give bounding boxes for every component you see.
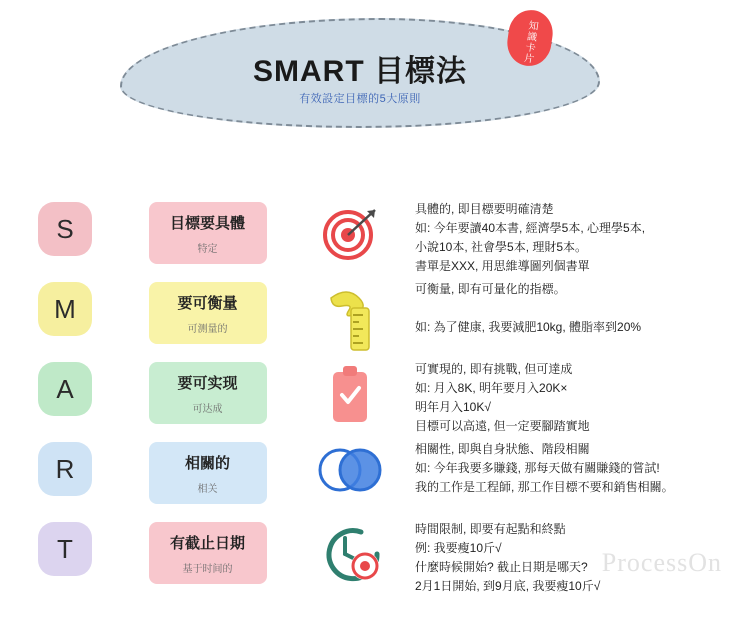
icon-cell: [285, 440, 415, 503]
page-title: SMART 目標法: [253, 55, 467, 88]
label-box-r: [149, 442, 267, 504]
label-box-t: [149, 522, 267, 584]
description-cell: [415, 440, 740, 497]
watermark: ProcessOn: [601, 548, 722, 577]
label-main: 目標要具體: [169, 214, 245, 232]
clock-target-icon: [315, 522, 385, 593]
letter-badge-a: A: [38, 362, 92, 416]
venn-circles-icon: [312, 442, 388, 503]
description-cell: [415, 200, 740, 276]
label-main: 相關的: [184, 454, 230, 472]
description-line: 可實現的, 即有挑戰, 但可達成: [415, 362, 573, 376]
icon-cell: [285, 280, 415, 357]
icon-cell: [285, 360, 415, 433]
letter-badge-m: M: [38, 282, 92, 336]
icon-cell: [285, 200, 415, 269]
description-line: 小說10本, 社會學5本, 理財5本。: [415, 240, 588, 254]
description-cell: [415, 360, 740, 436]
letter-badge-t: T: [38, 522, 92, 576]
letter-cell: [0, 440, 130, 496]
description-cell: [415, 280, 740, 337]
label-sub: 可测量的: [187, 323, 228, 335]
label-sub: 特定: [197, 243, 218, 255]
icon-cell: [285, 520, 415, 593]
knowledge-card-badge: 知識卡片: [504, 7, 555, 69]
label-box-a: [149, 362, 267, 424]
label-cell: [130, 200, 285, 264]
label-cell: [130, 520, 285, 584]
label-main: 要可衡量: [177, 294, 238, 312]
label-box-s: [149, 202, 267, 264]
letter-cell: [0, 280, 130, 336]
description-line: [415, 299, 730, 318]
label-sub: 可达成: [192, 403, 223, 415]
label-box-m: [149, 282, 267, 344]
target-icon: [319, 202, 381, 269]
label-main: 有截止日期: [169, 534, 245, 552]
description-line: 書單是XXX, 用思維導圖列個書單: [415, 259, 590, 273]
page-subtitle: 有效設定目標的5大原則: [299, 93, 421, 105]
label-cell: [130, 440, 285, 504]
description-line: 具體的, 即目標要明確清楚: [415, 202, 554, 216]
letter-cell: [0, 200, 130, 256]
description-line: 目標可以高遠, 但一定要腳踏實地: [415, 419, 590, 433]
letter-cell: [0, 360, 130, 416]
label-main: 要可实现: [177, 374, 238, 392]
table-row: [0, 440, 740, 520]
letter-badge-r: R: [38, 442, 92, 496]
table-row: [0, 360, 740, 440]
description-line: 如: 為了健康, 我要減肥10kg, 體脂率到20%: [415, 320, 642, 334]
description-line: 什麼時候開始? 截止日期是哪天?: [415, 560, 588, 574]
smart-rows: [0, 200, 740, 600]
label-sub: 基于时间的: [182, 563, 233, 575]
label-cell: [130, 360, 285, 424]
label-cell: [130, 280, 285, 344]
table-row: [0, 280, 740, 360]
clipboard-check-icon: [319, 362, 381, 433]
description-line: 相關性, 即與自身狀態、階段相關: [415, 442, 590, 456]
description-line: 例: 我要瘦10斤√: [415, 541, 502, 555]
description-line: 時間限制, 即要有起點和終點: [415, 522, 566, 536]
description-line: 如: 月入8K, 明年要月入20K×: [415, 381, 568, 395]
description-line: 我的工作是工程師, 那工作目標不要和銷售相關。: [415, 480, 674, 494]
table-row: [0, 200, 740, 280]
description-line: 可衡量, 即有可量化的指標。: [415, 282, 566, 296]
letter-badge-s: S: [38, 202, 92, 256]
label-sub: 相关: [197, 483, 218, 495]
description-line: 如: 今年我要多賺錢, 那每天做有關賺錢的嘗試!: [415, 461, 660, 475]
ruler-icon: [319, 282, 381, 357]
description-line: 如: 今年要讀40本書, 經濟學5本, 心理學5本,: [415, 221, 646, 235]
letter-cell: [0, 520, 130, 576]
description-line: 2月1日開始, 到9月底, 我要瘦10斤√: [415, 579, 601, 593]
description-line: 明年月入10K√: [415, 400, 491, 414]
